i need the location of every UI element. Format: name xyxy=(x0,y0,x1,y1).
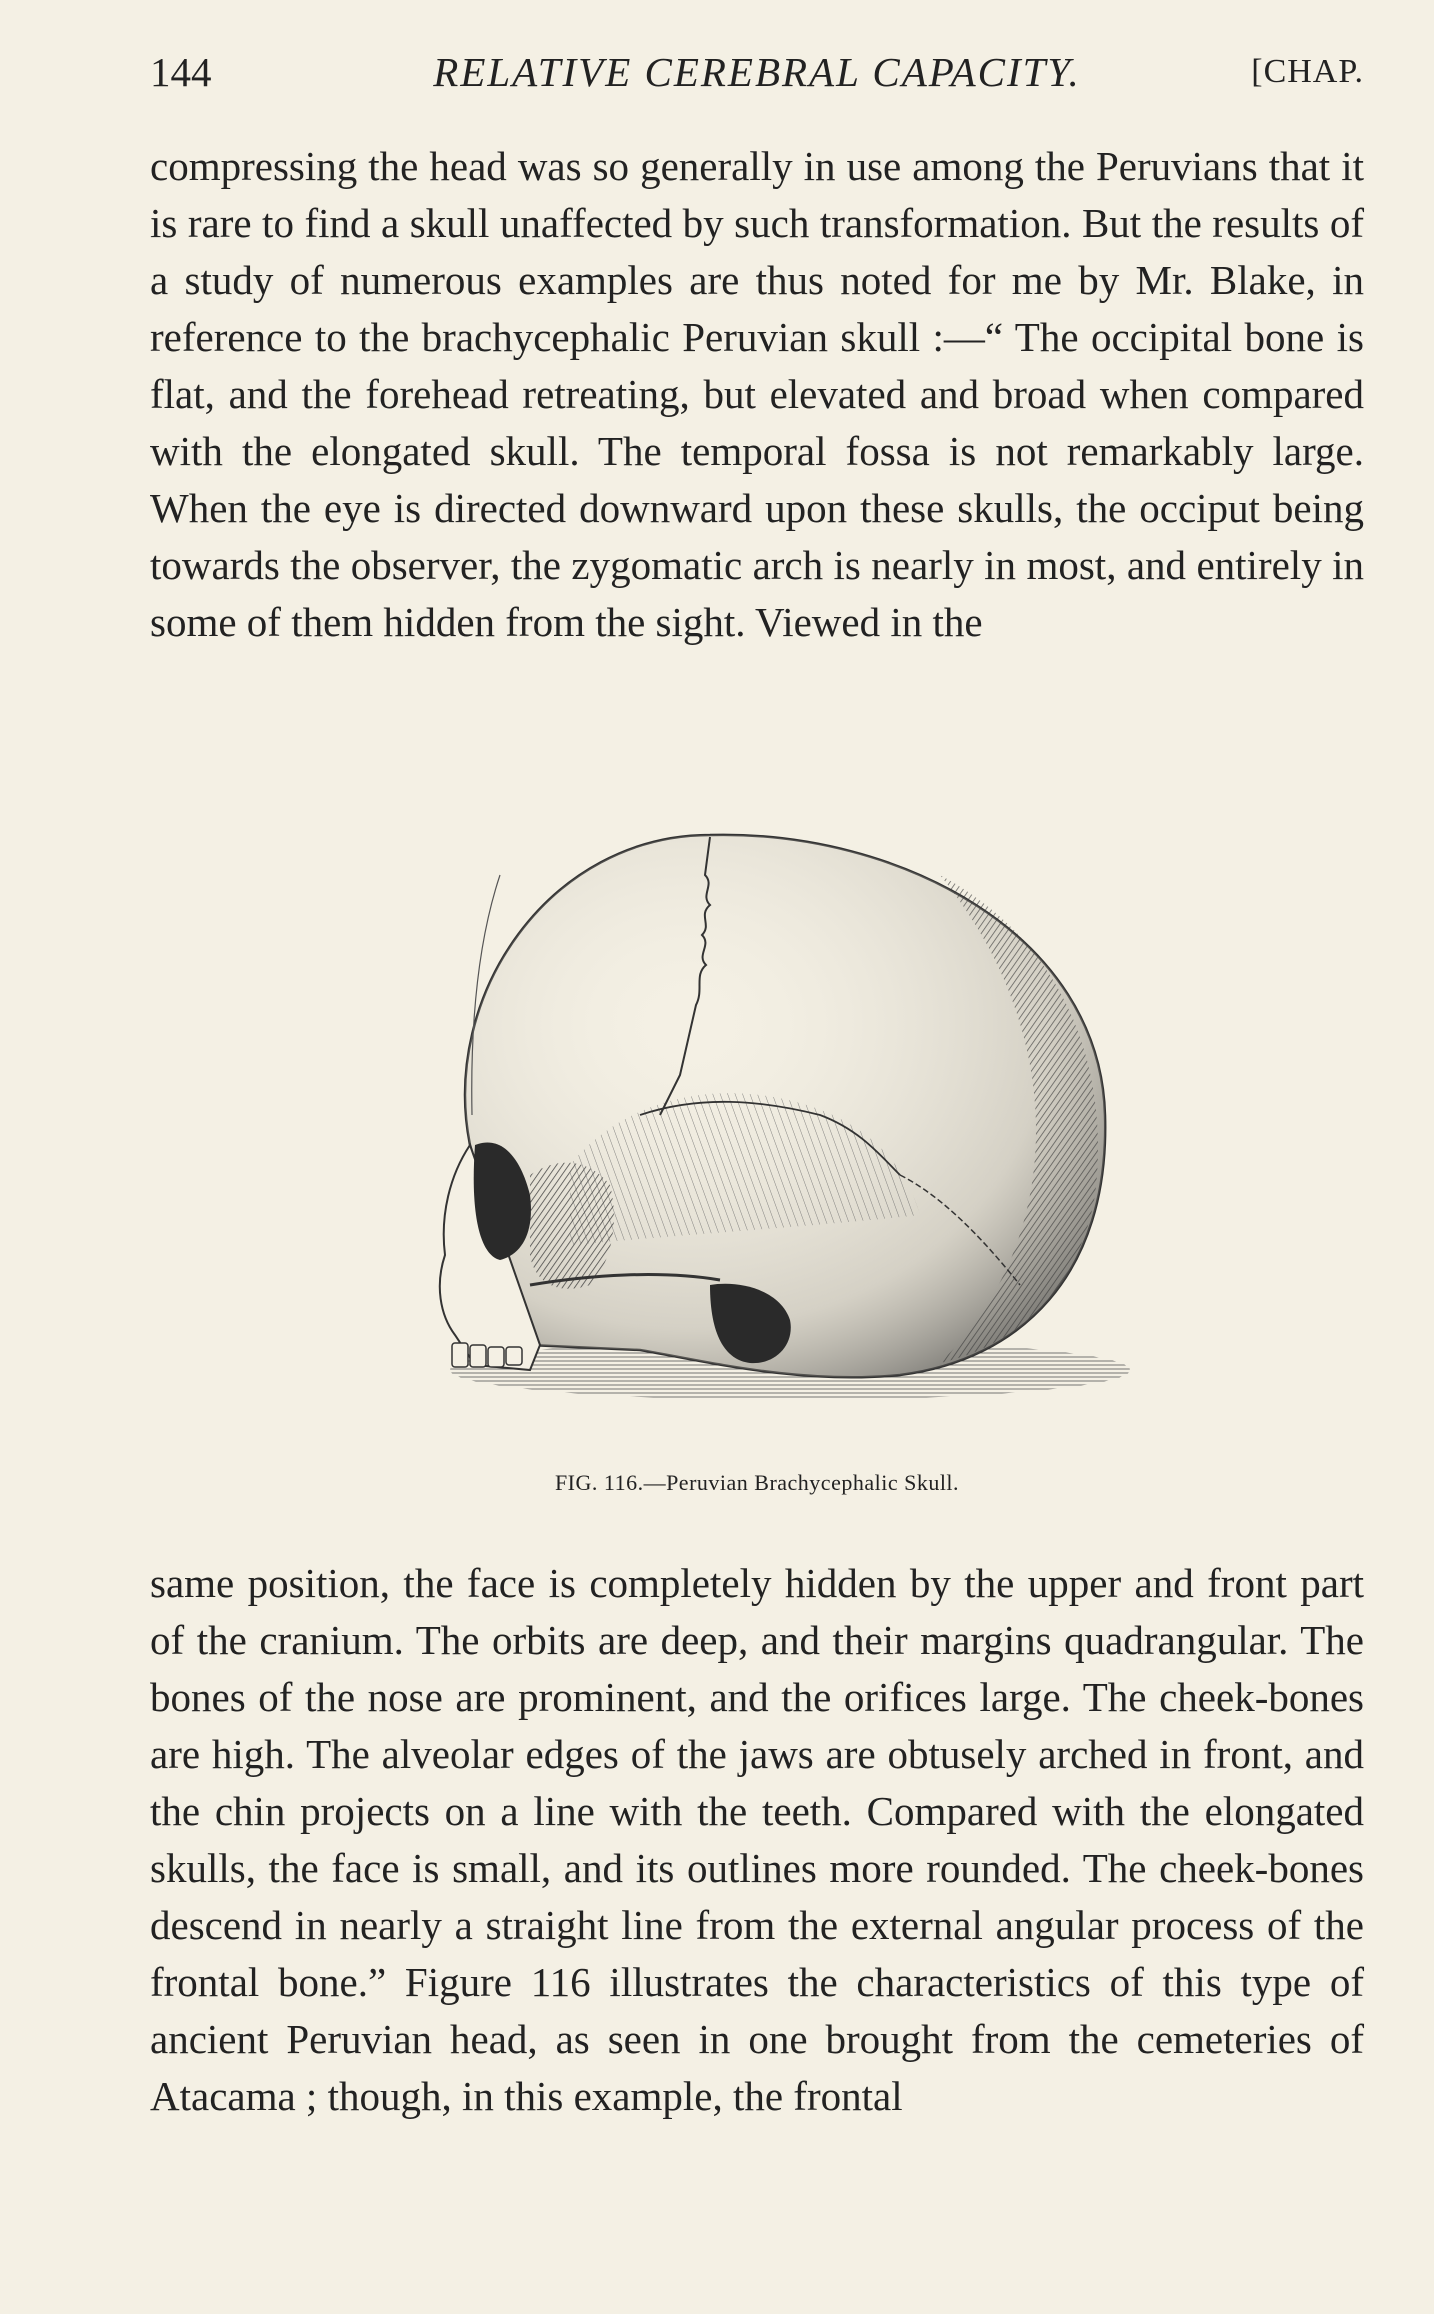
skull-illustration xyxy=(380,815,1140,1435)
page-number: 144 xyxy=(150,49,212,95)
running-title: RELATIVE CEREBRAL CAPACITY. xyxy=(433,49,1081,95)
body-paragraph-top: compressing the head was so generally in use among the Peruvians that it is rare to find a skull unaffected by such transformation. But the results of a study of numerous examples are thus noted for me by Mr. Blake, in reference to the brachycephalic Peruvian skull :—“ The occipital bone is flat, and the forehead retreating, but elevated and broad when compared with the elongated skull. The temporal fossa is not remarkably large. When the eye is directed downward upon these skulls, the occiput being towards the observer, the zygomatic arch is nearly in most, and entirely in some of them hidden from the sight. Viewed in the xyxy=(150,143,1364,645)
body-paragraph-bottom: same position, the face is completely hidden by the upper and front part of the cranium. The orbits are deep, and their margins quadrangular. The bones of the nose are prominent, and the orifices large. The cheek-bones are high. The alveolar edges of the jaws are obtusely arched in front, and the chin projects on a line with the teeth. Compared with the elongated skulls, the face is small, and its outlines more rounded. The cheek-bones descend in nearly a straight line from the external angular process of the frontal bone.” Figure 116 illustrates the characteristics of this type of ancient Peruvian head, as seen in one brought from the cemeteries of Atacama ; though, in this example, the frontal xyxy=(150,1560,1364,2119)
skull-engraving xyxy=(380,815,1140,1435)
figure-caption: FIG. 116.—Peruvian Brachycephalic Skull. xyxy=(554,1470,960,1495)
chapter-mark: [CHAP. xyxy=(1251,53,1364,90)
page-header xyxy=(150,42,1364,102)
